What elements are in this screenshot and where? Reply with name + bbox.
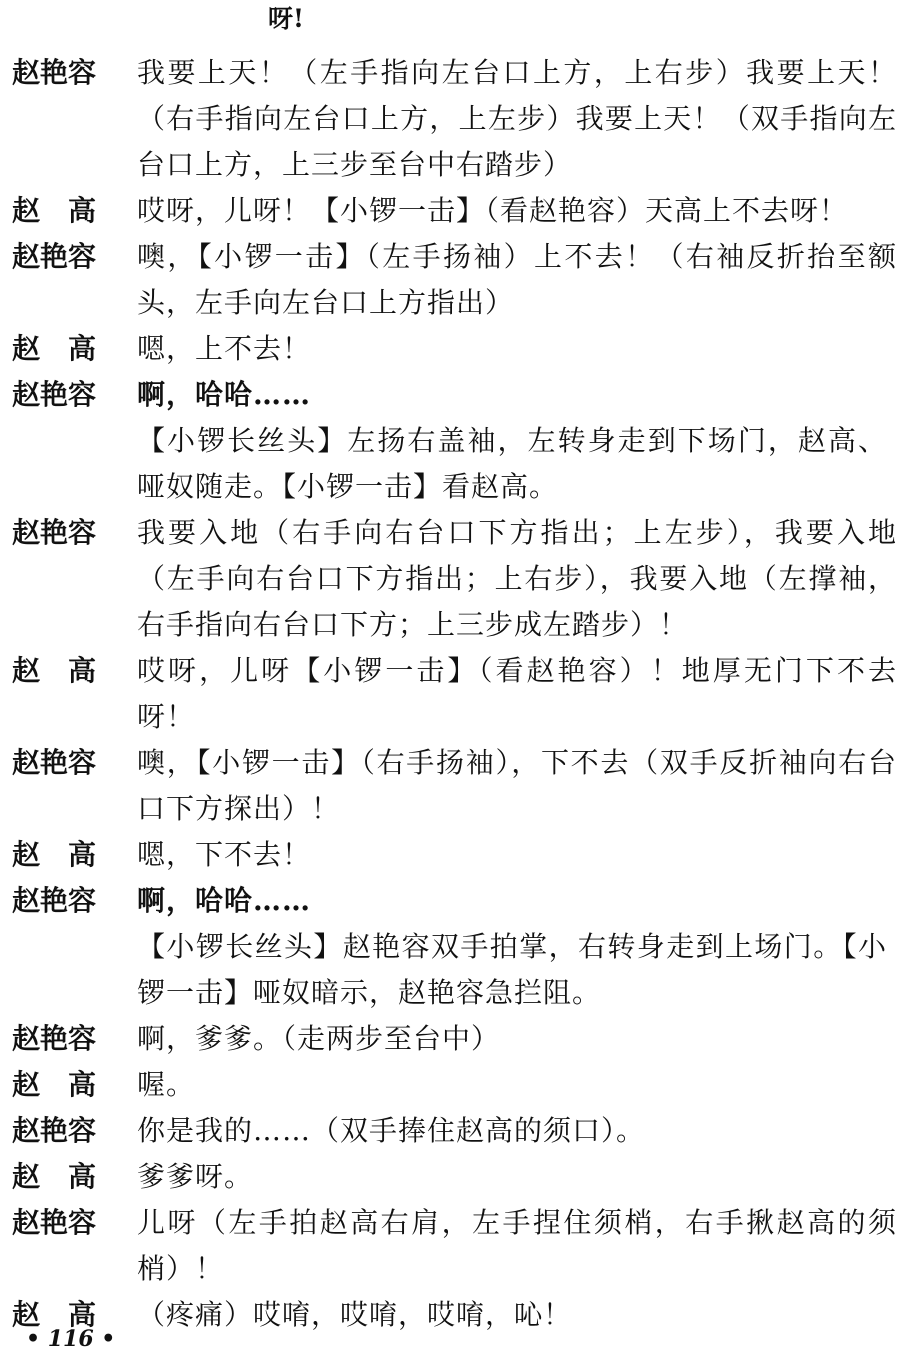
line-text: 啊，爹爹。（走两步至台中） — [137, 1022, 501, 1055]
speaker-name: 赵 高 — [12, 1160, 97, 1193]
speaker-name: 赵艳容 — [12, 1114, 97, 1147]
stage-direction-text: 【小锣长丝头】左扬右盖袖，左转身走到下场门，赵高、哑奴随走。【小锣一击】看赵高。 — [137, 424, 887, 503]
dialogue-line — [0, 188, 900, 234]
dialogue-line — [0, 832, 900, 878]
speaker-name: 赵艳容 — [12, 378, 97, 411]
speaker-name: 赵艳容 — [12, 1206, 97, 1239]
line-text: 我要入地（右手向右台口下方指出；上左步），我要入地（左手向右台口下方指出；上右步），我要入地（左撑袖，右手指向右台口下方；上三步成左踏步）！ — [137, 516, 897, 641]
line-text: 啊，哈哈…… — [137, 378, 312, 411]
dialogue-line — [0, 50, 900, 188]
line-text: 啊，哈哈…… — [137, 884, 312, 917]
dialogue-line — [0, 372, 900, 418]
speaker-name: 赵 高 — [12, 194, 97, 227]
line-text: 喔。 — [137, 1068, 196, 1101]
line-text: 我要上天！（左手指向左台口上方，上右步）我要上天！（右手指向左台口上方，上左步）我要上天！（双手指向左台口上方，上三步至台中右踏步） — [137, 56, 897, 181]
speaker-name: 赵艳容 — [12, 1022, 97, 1055]
speaker-name: 赵艳容 — [12, 884, 97, 917]
line-text: 哎呀，儿呀【小锣一击】（看赵艳容）！地厚无门下不去呀！ — [137, 654, 897, 733]
page-number: • 116 • — [26, 1326, 116, 1352]
dialogue-line — [0, 1016, 900, 1062]
speaker-name: 赵 高 — [12, 1068, 97, 1101]
line-text: 噢，【小锣一击】（右手扬袖），下不去（双手反折袖向右台口下方探出）！ — [137, 746, 897, 825]
line-text: 嗯，上不去！ — [137, 332, 312, 365]
line-text: 噢，【小锣一击】（左手扬袖）上不去！（右袖反折抬至额头，左手向左台口上方指出） — [137, 240, 897, 319]
speaker-name: 赵艳容 — [12, 240, 97, 273]
speaker-name: 赵艳容 — [12, 516, 97, 549]
dialogue-lines — [0, 50, 900, 1338]
line-text: 你是我的……（双手捧住赵高的须口）。 — [137, 1114, 646, 1147]
dialogue-line — [0, 510, 900, 648]
line-text: 嗯，下不去！ — [137, 838, 312, 871]
stage-direction — [0, 418, 900, 510]
speaker-name: 赵 高 — [12, 332, 97, 365]
dialogue-line — [0, 1062, 900, 1108]
dialogue-line — [0, 648, 900, 740]
dialogue-line — [0, 1154, 900, 1200]
dialogue-line — [0, 1292, 900, 1338]
dialogue-line — [0, 326, 900, 372]
speaker-name: 赵艳容 — [12, 56, 97, 89]
dialogue-line — [0, 740, 900, 832]
line-text: 儿呀（左手拍赵高右肩，左手捏住须梢，右手揪赵高的须梢）！ — [137, 1206, 897, 1285]
speaker-name: 赵艳容 — [12, 746, 97, 779]
dialogue-line — [0, 1108, 900, 1154]
line-text: 爹爹呀。 — [137, 1160, 254, 1193]
line-text: 哎呀，儿呀！【小锣一击】（看赵艳容）天高上不去呀！ — [137, 194, 849, 227]
speaker-name: 赵 高 — [12, 654, 97, 687]
line-text: （疼痛）哎唷，哎唷，哎唷，吣！ — [137, 1298, 573, 1331]
stage-direction-text: 【小锣长丝头】赵艳容双手拍掌，右转身走到上场门。【小锣一击】哑奴暗示，赵艳容急拦阻。 — [137, 930, 887, 1009]
dialogue-line — [0, 1200, 900, 1292]
stage-direction — [0, 924, 900, 1016]
continuation-text: 呀! — [268, 4, 304, 33]
speaker-name: 赵 高 — [12, 838, 97, 871]
speaker-name: 赵 高 — [12, 1298, 97, 1331]
dialogue-line — [0, 234, 900, 326]
dialogue-line — [0, 878, 900, 924]
